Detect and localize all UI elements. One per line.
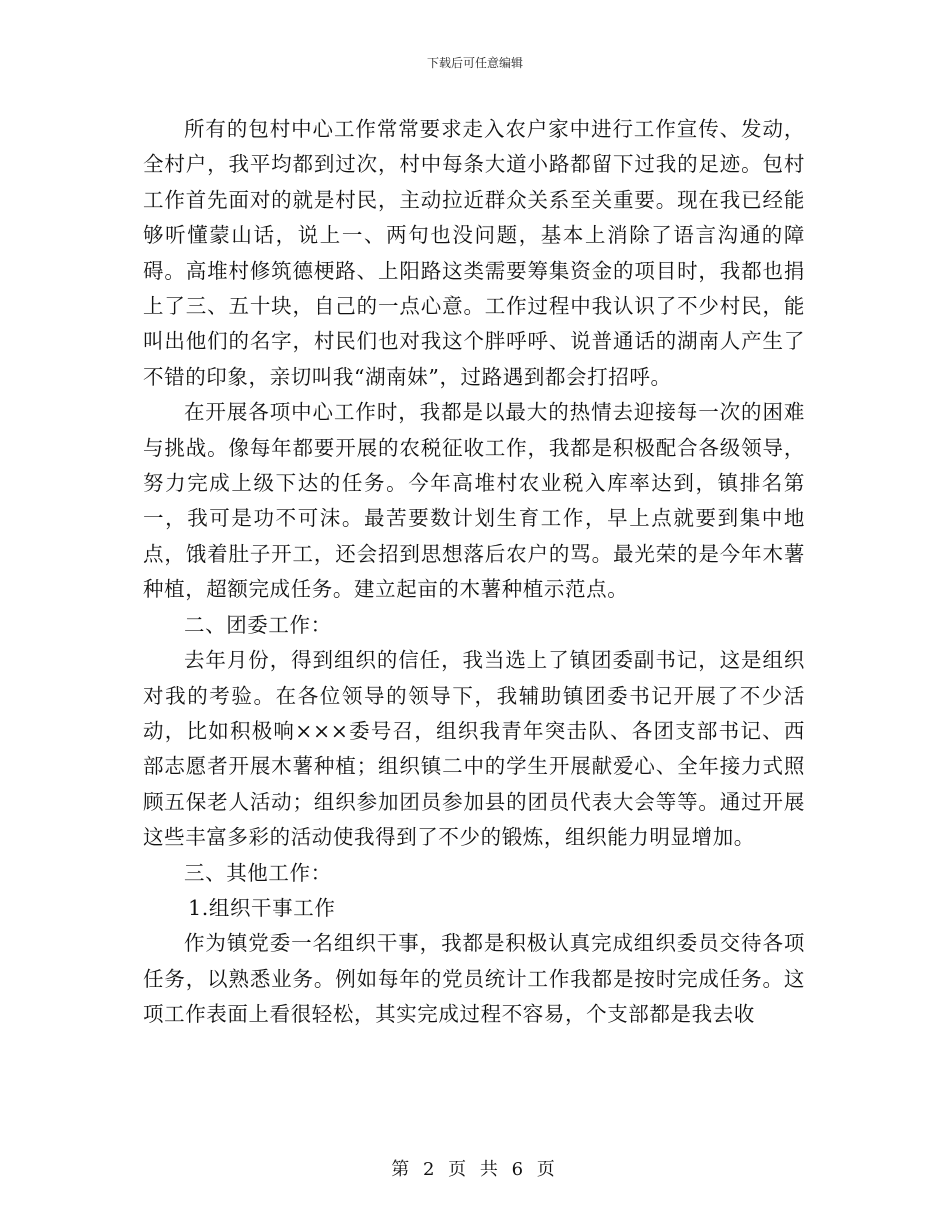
- subheading-organization-work: 1.组织干事工作: [188, 895, 336, 920]
- paragraph-organization-work: 作为镇党委一名组织干事，我都是积极认真完成组织委员交待各项任务，以熟悉业务。例如每年的党员统计工作我都是按时完成任务。这项工作表面上看很轻松，其实完成过程不容易，个支部都是我去收: [143, 931, 805, 1027]
- document-body: [143, 112, 805, 1033]
- section-heading-youth-league: 二、团委工作：: [184, 612, 332, 637]
- page-number-footer: 第 2 页 共 6 页: [391, 1159, 559, 1180]
- section-heading-other-work: 三、其他工作：: [184, 860, 332, 885]
- header-note: 下载后可任意编辑: [426, 56, 523, 70]
- paragraph-village-work: 所有的包村中心工作常常要求走入农户家中进行工作宣传、发动，全村户，我平均都到过次，村中每条大道小路都留下过我的足迹。包村工作首先面对的就是村民，主动拉近群众关系至关重要。现在我已经能够听懂蒙山话，说上一、两句也没问题，基本上消除了语言沟通的障碍。高堆村修筑德梗路、上阳路这类需要筹集资金的项目时，我都也捐上了三、五十块，自己的一点心意。工作过程中我认识了不少村民，能叫出他们的名字，村民们也对我这个胖呼呼、说普通话的湖南人产生了不错的印象，亲切叫我“湖南妹”，过路遇到都会打招呼。: [143, 117, 805, 389]
- paragraph-central-work: 在开展各项中心工作时，我都是以最大的热情去迎接每一次的困难与挑战。像每年都要开展的农税征收工作，我都是积极配合各级领导，努力完成上级下达的任务。今年高堆村农业税入库率达到，镇排名第一，我可是功不可沫。最苦要数计划生育工作，早上点就要到集中地点，饿着肚子开工，还会招到思想落后农户的骂。最光荣的是今年木薯种植，超额完成任务。建立起亩的木薯种植示范点。: [143, 400, 805, 602]
- paragraph-youth-league: 去年月份，得到组织的信任，我当选上了镇团委副书记，这是组织对我的考验。在各位领导的领导下，我辅助镇团委书记开展了不少活动，比如积极响×××委号召，组织我青年突击队、各团支部书记、西部志愿者开展木薯种植；组织镇二中的学生开展献爱心、全年接力式照顾五保老人活动；组织参加团员参加县的团员代表大会等等。通过开展这些丰富多彩的活动使我得到了不少的锻炼，组织能力明显增加。: [143, 648, 805, 850]
